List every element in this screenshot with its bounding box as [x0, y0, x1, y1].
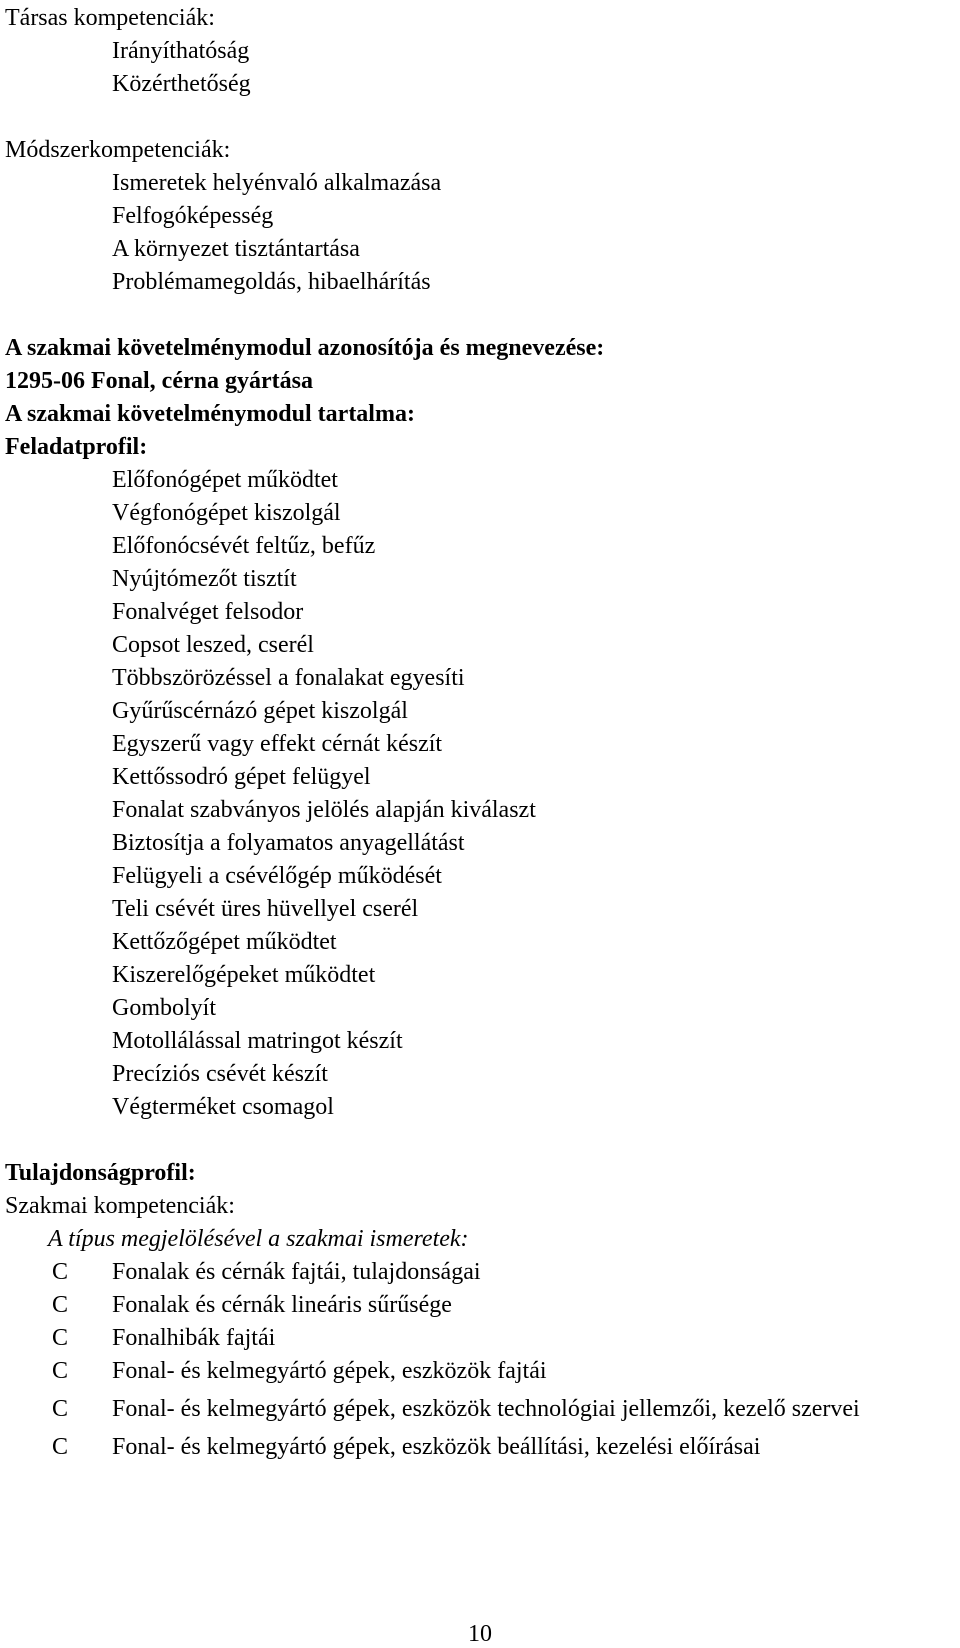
ismeret-text: Fonal- és kelmegyártó gépek, eszközök technológiai jellemzői, kezelő szervei: [112, 1396, 860, 1422]
feladat-item: Egyszerű vagy effekt cérnát készít: [112, 731, 443, 757]
tulajdonsag-heading: Tulajdonságprofil:: [5, 1160, 196, 1186]
feladat-item: Precíziós csévét készít: [112, 1061, 328, 1087]
feladatprofil-heading: Feladatprofil:: [5, 434, 148, 460]
feladat-item: Motollálással matringot készít: [112, 1028, 403, 1054]
feladat-item: Előfonócsévét feltűz, befűz: [112, 533, 376, 559]
feladat-item: Fonalat szabványos jelölés alapján kiválaszt: [112, 797, 536, 823]
feladat-item: Gyűrűscérnázó gépet kiszolgál: [112, 698, 408, 724]
ismeret-text: Fonal- és kelmegyártó gépek, eszközök fajtái: [112, 1358, 547, 1384]
ismeret-type-code: C: [52, 1292, 69, 1318]
ismeret-type-code: C: [52, 1358, 69, 1384]
feladat-item: Előfonógépet működtet: [112, 467, 338, 493]
modul-id-line: 1295-06 Fonal, cérna gyártása: [5, 368, 313, 394]
feladat-item: Fonalvéget felsodor: [112, 599, 304, 625]
tipus-megjeloles-line: A típus megjelölésével a szakmai ismeretek:: [48, 1226, 469, 1252]
szakmai-kompetenciak-heading: Szakmai kompetenciák:: [5, 1193, 235, 1219]
feladat-item: Nyújtómezőt tisztít: [112, 566, 297, 592]
feladat-item: Kettőssodró gépet felügyel: [112, 764, 371, 790]
tarsas-item: Irányíthatóság: [112, 38, 250, 64]
feladat-item: Biztosítja a folyamatos anyagellátást: [112, 830, 465, 856]
feladat-item: Kettőzőgépet működtet: [112, 929, 337, 955]
modszer-item: Felfogóképesség: [112, 203, 274, 229]
ismeret-type-code: C: [52, 1259, 69, 1285]
ismeret-text: Fonalak és cérnák fajtái, tulajdonságai: [112, 1259, 481, 1285]
feladat-item: Copsot leszed, cserél: [112, 632, 314, 658]
page-number: 10: [468, 1621, 492, 1647]
ismeret-type-code: C: [52, 1434, 69, 1460]
feladat-item: Többszörözéssel a fonalakat egyesíti: [112, 665, 465, 691]
feladat-item: Kiszerelőgépeket működtet: [112, 962, 376, 988]
ismeret-text: Fonalhibák fajtái: [112, 1325, 276, 1351]
feladat-item: Teli csévét üres hüvellyel cserél: [112, 896, 419, 922]
ismeret-text: Fonalak és cérnák lineáris sűrűsége: [112, 1292, 452, 1318]
ismeret-text: Fonal- és kelmegyártó gépek, eszközök beállítási, kezelési előírásai: [112, 1434, 761, 1460]
feladat-item: Végterméket csomagol: [112, 1094, 334, 1120]
modszer-item: A környezet tisztántartása: [112, 236, 360, 262]
ismeret-type-code: C: [52, 1396, 69, 1422]
tarsas-item: Közérthetőség: [112, 71, 251, 97]
modul-content-heading: A szakmai követelménymodul tartalma:: [5, 401, 415, 427]
feladat-item: Gombolyít: [112, 995, 217, 1021]
ismeret-type-code: C: [52, 1325, 69, 1351]
feladat-item: Végfonógépet kiszolgál: [112, 500, 341, 526]
modul-id-heading: A szakmai követelménymodul azonosítója és megnevezése:: [5, 335, 605, 361]
modszer-item: Problémamegoldás, hibaelhárítás: [112, 269, 431, 295]
feladat-item: Felügyeli a csévélőgép működését: [112, 863, 442, 889]
modszer-heading: Módszerkompetenciák:: [5, 137, 231, 163]
modszer-item: Ismeretek helyénvaló alkalmazása: [112, 170, 442, 196]
tarsas-heading: Társas kompetenciák:: [5, 5, 215, 31]
